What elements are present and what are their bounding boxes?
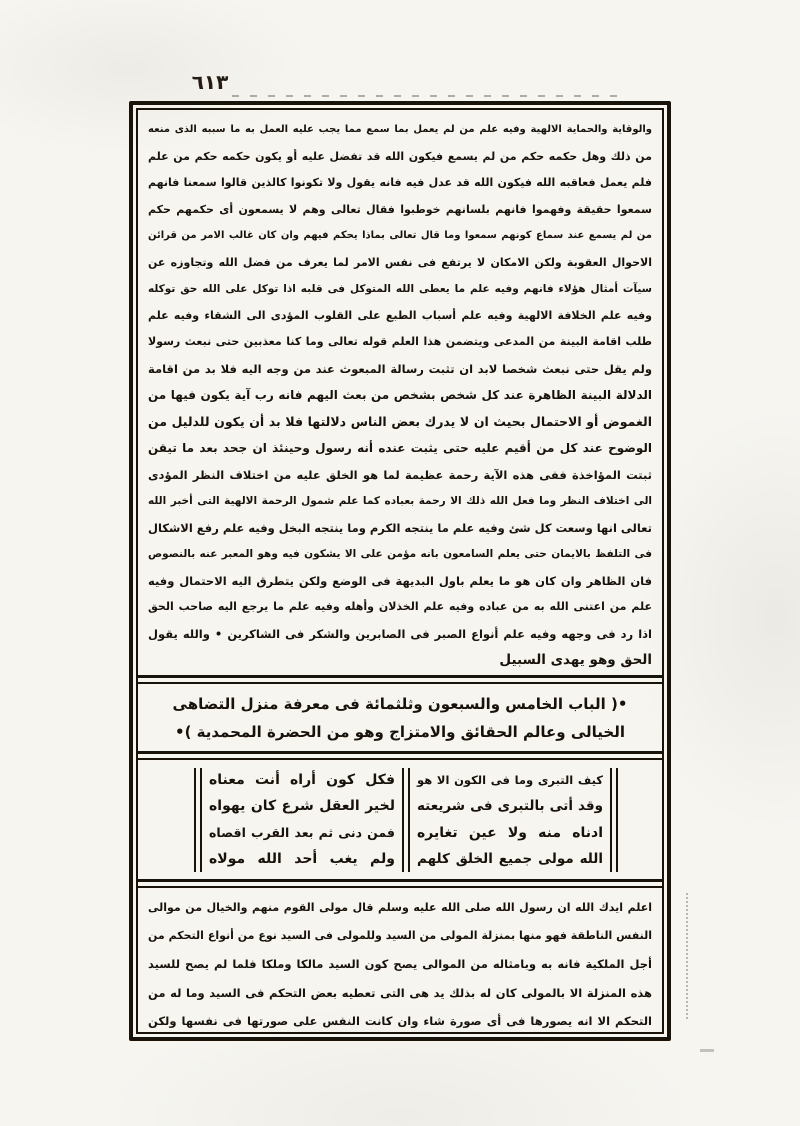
section-divider-top — [138, 675, 662, 684]
chapter-heading — [148, 684, 652, 750]
text-line: الغموض أو الاحتمال بحيث ان لا يدرك بعض الناس دلالتها فلا بد أن يكون للدليل من — [148, 413, 652, 429]
poem-left-margin — [148, 767, 194, 873]
scan-artifact-top-smudge — [232, 95, 624, 97]
poem-block — [148, 760, 652, 878]
text-line: هذه المنزلة الا بالمولى كان له بذلك يد هى التى تعطيه بعض التحكم فى السيد وما له من — [148, 985, 652, 1000]
poem-column-second-hemistich — [202, 767, 402, 873]
inner-frame — [136, 108, 664, 1034]
column-rule-right — [610, 768, 618, 872]
poem-column-first-hemistich — [410, 767, 610, 873]
verse-line: فكل كون أراه أنت معناه — [209, 771, 395, 788]
text-line: طلب اقامة البينة من المدعى ويتضمن هذا العلم قوله تعالى وما كنا معذبين حتى نبعث رسولا — [148, 335, 652, 348]
text-line: التحكم الا انه يصورها فى أى صورة شاء وان كانت النفس على صورتها فى نفسها ولكن — [148, 1014, 652, 1029]
text-line: الحق وهو يهدى السبيل — [499, 652, 652, 668]
text-line: فى التلفظ بالايمان حتى يعلم السامعون بانه مؤمن على الا يشكون فيه وهو المعبر عنه بالنصوص — [148, 548, 652, 560]
chapter-heading-line: •( الباب الخامس والسبعون وثلثمائة فى معرفة منزل التضاهى — [172, 694, 628, 713]
main-text-block — [148, 117, 652, 674]
text-line: علم من اعتنى الله به من عباده وفيه علم الخذلان وأهله وفيه علم ما يرجع اليه صاحب الحق — [148, 600, 652, 613]
text-line: الاحوال العقوبة ولكن الامكان لا يرتفع فى نفس الامر لما يعرف من فضل الله وتجاوزه عن — [148, 255, 652, 269]
scan-artifact-page-edge — [686, 893, 688, 1019]
text-line: تعالى انها وسعت كل شئ وفيه علم ما ينتجه الكرم وما ينتجه البخل وفيه علم رفع الاشكال — [148, 520, 652, 535]
text-line: من ذلك وهل حكمه حكم من لم يسمع فيكون الله قد تفضل عليه أو يكون حكمه حكم من علم — [148, 149, 652, 163]
verse-line: ادناه منه ولا عين تغايره — [417, 824, 603, 841]
verse-line: فمن دنى ثم بعد القرب اقصاه — [209, 824, 395, 840]
text-line: الوضوح عند كل من أقيم عليه حتى يثبت عنده أنه رسول وحينئذ ان جحد بعد ما تيقن — [148, 441, 652, 455]
poem-right-margin — [618, 767, 652, 873]
text-line: الى اختلاف النظر وما فعل الله ذلك الا رحمة بعباده كما علم شمول الرحمة الالهية التى أخبر الله — [148, 495, 652, 507]
page-frame — [129, 101, 671, 1041]
chapter-heading-line: الخيالى وعالم الحقائق والامتزاج وهو من الحضرة المحمدية )• — [174, 722, 625, 741]
bottom-text-block — [148, 888, 652, 1035]
text-line: من لم يسمع عند سماع كونهم سمعوا وما قال تعالى بماذا يحكم فيهم وان كان غالب الامر من قرائن — [148, 230, 652, 241]
verse-line: ولم يغب أحد الله مولاه — [209, 851, 395, 867]
text-line: وفيه علم الخلافة الالهية وفيه علم أسباب الطبع على القلوب المؤدى الى الشقاء وفيه علم — [148, 308, 652, 322]
section-divider-middle — [138, 751, 662, 760]
text-line: سيآت أمثال هؤلاء فانهم وفيه علم ما يعطى الله المتوكل فى قلبه اذا توكل على الله حق توكله — [148, 283, 652, 295]
text-line: اعلم ايدك الله ان رسول الله صلى الله عليه وسلم قال مولى القوم منهم والخيال من موالى — [148, 900, 652, 914]
verse-line: الله مولى جميع الخلق كلهم — [417, 851, 603, 867]
text-line: الدلالة البينة الظاهرة عند كل شخص بشخص من بعث اليهم فانه رب آية يكون فيها من — [148, 388, 652, 402]
text-line: ثبتت المؤاخذة ففى هذه الآية رحمة عظيمة لما هو الخلق عليه من اختلاف النظر المؤدى — [148, 467, 652, 482]
verse-line: كيف التبرى وما فى الكون الا هو — [417, 772, 603, 787]
text-line: ولم يقل حتى نبعث شخصا لابد ان تثبت رسالة المبعوث عند من وجه اليه فلا بد من اقامة — [148, 361, 652, 376]
scan-artifact-corner-mark — [700, 1049, 714, 1052]
text-line: أجل الملكية فانه به وبامثاله من الموالى يصح كون السيد مالكا وملكا فلما لم يصح للسيد — [148, 957, 652, 972]
text-line: اذا رد فى وجهه وفيه علم أنواع الصبر فى الصابرين والشكر فى الشاكرين • والله يقول — [148, 626, 652, 641]
text-line: سمعوا حقيقة وفهموا فانهم بلسانهم خوطبوا فقال تعالى وهم لا يسمعون أى حكمهم حكم — [148, 202, 652, 216]
text-line: النفس الناطقة فهو منها بمنزلة المولى من السيد وللمولى فى السيد نوع من أنواع التحكم من — [148, 928, 652, 942]
section-divider-bottom — [138, 879, 662, 888]
text-line: فلم يعمل فعاقبه الله فيكون الله قد عدل فيه فانه يقول ولا تكونوا كالذين قالوا سمعنا فانهم — [148, 176, 652, 189]
verse-line: لخير العقل شرع كان يهواه — [209, 798, 395, 814]
text-line: فان الظاهر وان كان هو ما يعلم باول البديهة فى الوضع ولكن يتطرق اليه الاحتمال وفيه — [148, 573, 652, 588]
column-rule-center — [402, 768, 410, 872]
column-rule-left — [194, 768, 202, 872]
page-number: ٦١٣ — [191, 70, 229, 94]
text-line: والوقاية والحماية الالهية وفيه علم من لم يعمل بما سمع مما يجب عليه العمل به ما سببه الذى منعه — [148, 124, 652, 135]
verse-line: وقد أتى بالتبرى فى شريعته — [417, 798, 603, 814]
